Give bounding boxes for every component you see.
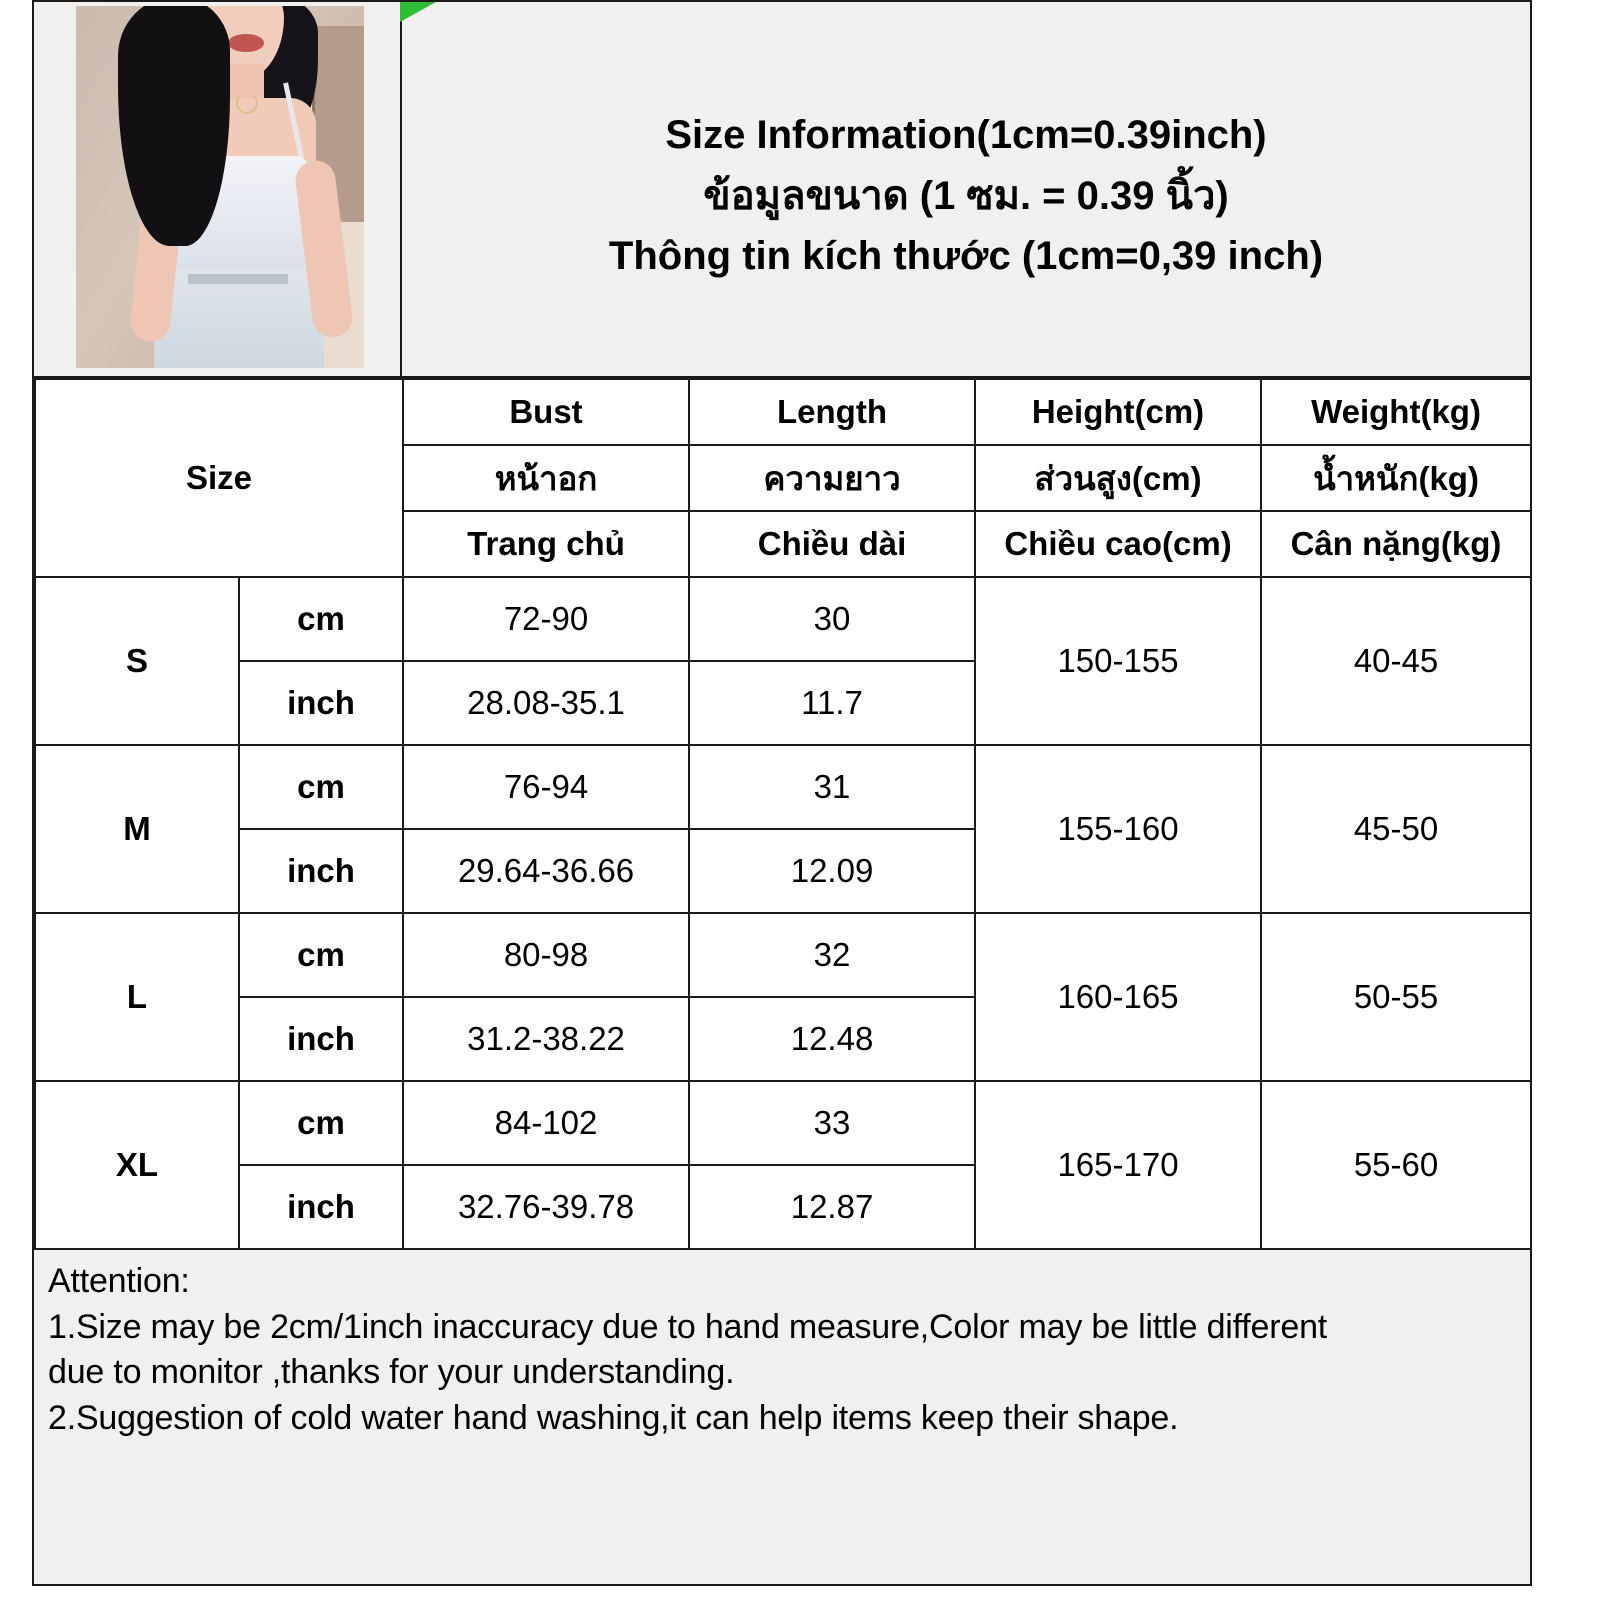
product-photo xyxy=(76,6,364,368)
bust-cm-s: 72-90 xyxy=(403,577,689,661)
height-m: 155-160 xyxy=(975,745,1261,913)
table-header-row-en xyxy=(35,379,1531,445)
size-table xyxy=(34,378,1532,1250)
attention-line-1: 1.Size may be 2cm/1inch inaccuracy due to hand measure,Color may be little different xyxy=(48,1307,1328,1346)
attention-heading: Attention: xyxy=(48,1262,190,1300)
length-cm-l: 32 xyxy=(689,913,975,997)
bust-inch-m: 29.64-36.66 xyxy=(403,829,689,913)
bust-cm-m: 76-94 xyxy=(403,745,689,829)
length-inch-xl: 12.87 xyxy=(689,1165,975,1249)
unit-inch-m: inch xyxy=(239,829,403,913)
length-cm-xl: 33 xyxy=(689,1081,975,1165)
row-size-s: S xyxy=(35,577,239,745)
title-line-th: ข้อมูลขนาด (1 ซม. = 0.39 นิ้ว) xyxy=(703,173,1229,218)
length-inch-m: 12.09 xyxy=(689,829,975,913)
row-size-xl: XL xyxy=(35,1081,239,1249)
title-line-vi: Thông tin kích thước (1cm=0,39 inch) xyxy=(608,234,1324,279)
unit-inch-xl: inch xyxy=(239,1165,403,1249)
row-size-m: M xyxy=(35,745,239,913)
col-header-bust-en: Bust xyxy=(403,379,689,445)
col-header-length-vi: Chiều dài xyxy=(689,511,975,577)
col-header-bust-th: หน้าอก xyxy=(403,445,689,511)
col-header-length-th: ความยาว xyxy=(689,445,975,511)
col-header-weight-vi: Cân nặng(kg) xyxy=(1261,511,1531,577)
weight-s: 40-45 xyxy=(1261,577,1531,745)
col-header-weight-en: Weight(kg) xyxy=(1261,379,1531,445)
unit-inch-l: inch xyxy=(239,997,403,1081)
col-header-height-vi: Chiều cao(cm) xyxy=(975,511,1261,577)
col-header-bust-vi: Trang chủ xyxy=(403,511,689,577)
weight-m: 45-50 xyxy=(1261,745,1531,913)
table-row xyxy=(35,577,1531,661)
table-row xyxy=(35,913,1531,997)
attention-line-2: 2.Suggestion of cold water hand washing,it can help items keep their shape. xyxy=(48,1398,1179,1437)
title-line-en: Size Information(1cm=0.39inch) xyxy=(665,112,1267,157)
col-header-height-th: ส่วนสูง(cm) xyxy=(975,445,1261,511)
height-xl: 165-170 xyxy=(975,1081,1261,1249)
table-row xyxy=(35,745,1531,829)
attention-block xyxy=(34,1250,1530,1584)
bust-cm-l: 80-98 xyxy=(403,913,689,997)
attention-line-1-cont: due to monitor ,thanks for your understanding. xyxy=(48,1353,735,1392)
col-header-height-en: Height(cm) xyxy=(975,379,1261,445)
col-header-weight-th: น้ำหนัก(kg) xyxy=(1261,445,1531,511)
row-size-l: L xyxy=(35,913,239,1081)
length-inch-l: 12.48 xyxy=(689,997,975,1081)
bust-inch-xl: 32.76-39.78 xyxy=(403,1165,689,1249)
product-photo-cell xyxy=(34,2,402,376)
col-header-length-en: Length xyxy=(689,379,975,445)
size-header-cell: Size xyxy=(35,379,403,577)
length-cm-s: 30 xyxy=(689,577,975,661)
table-row xyxy=(35,1081,1531,1165)
size-chart-sheet xyxy=(32,0,1532,1586)
bust-inch-l: 31.2-38.22 xyxy=(403,997,689,1081)
title-block xyxy=(402,2,1530,376)
bust-cm-xl: 84-102 xyxy=(403,1081,689,1165)
weight-xl: 55-60 xyxy=(1261,1081,1531,1249)
unit-cm-s: cm xyxy=(239,577,403,661)
unit-cm-l: cm xyxy=(239,913,403,997)
height-l: 160-165 xyxy=(975,913,1261,1081)
header-row xyxy=(34,2,1530,378)
height-s: 150-155 xyxy=(975,577,1261,745)
length-cm-m: 31 xyxy=(689,745,975,829)
unit-cm-m: cm xyxy=(239,745,403,829)
unit-cm-xl: cm xyxy=(239,1081,403,1165)
weight-l: 50-55 xyxy=(1261,913,1531,1081)
unit-inch-s: inch xyxy=(239,661,403,745)
length-inch-s: 11.7 xyxy=(689,661,975,745)
bust-inch-s: 28.08-35.1 xyxy=(403,661,689,745)
